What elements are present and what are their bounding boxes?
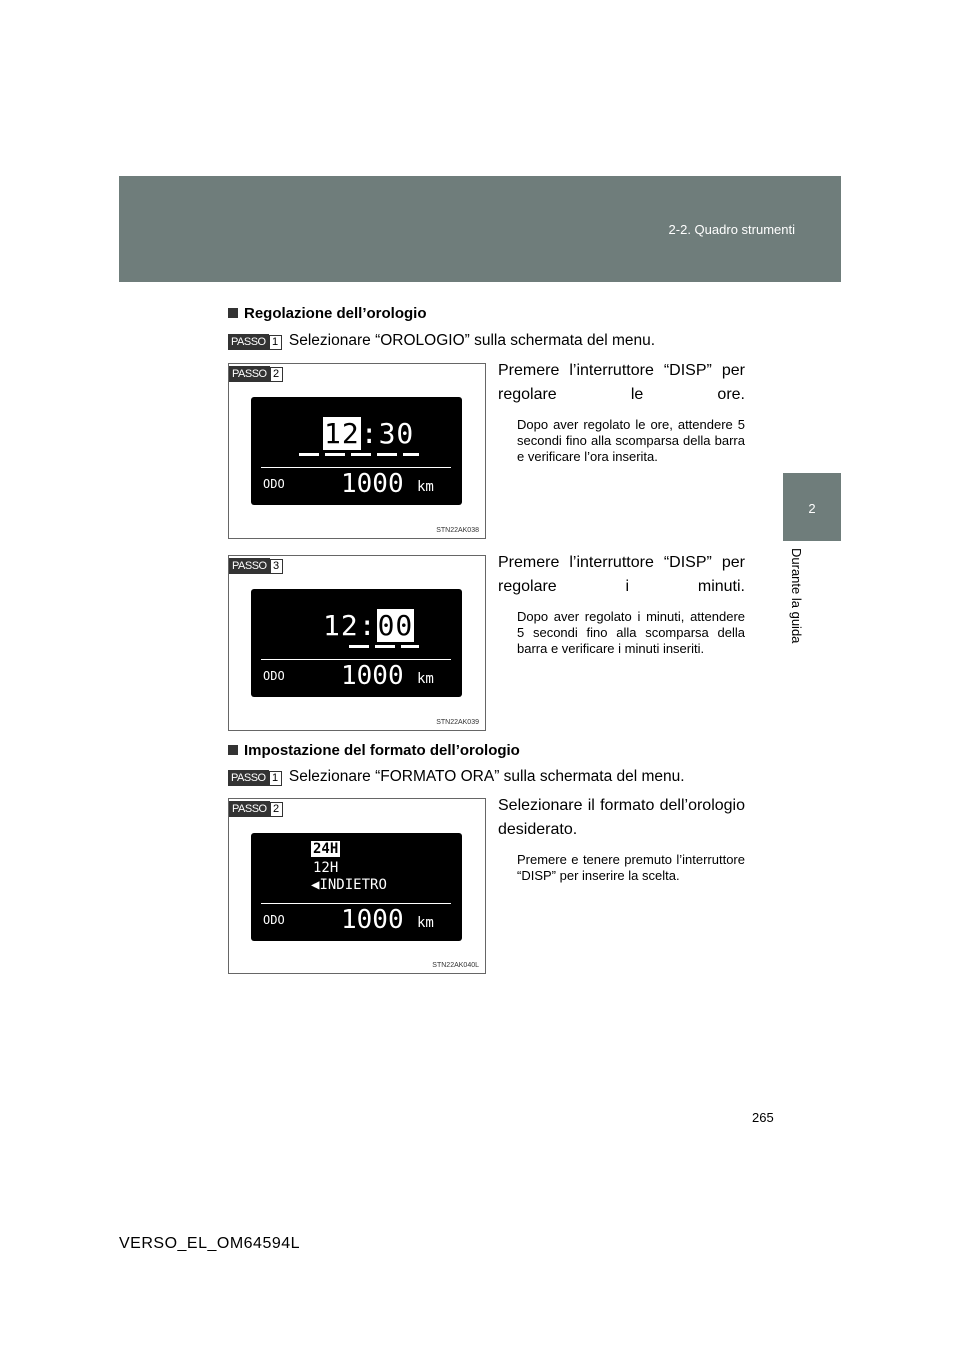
display-screen [251, 833, 462, 941]
minutes-value: 30 [378, 417, 415, 450]
document-code: VERSO_EL_OM64594L [119, 1235, 301, 1252]
section-title: 2-2. Quadro strumenti [668, 222, 795, 237]
step-badge: PASSO 1 [228, 332, 282, 350]
chapter-label: Durante la guida [789, 548, 804, 644]
divider-line [261, 467, 451, 468]
odo-value: 1000 [341, 469, 404, 499]
back-arrow-icon: ◀ [311, 877, 320, 893]
square-bullet-icon [228, 745, 238, 755]
minutes-value: 00 [377, 609, 414, 642]
progress-dashes [299, 453, 419, 456]
hours-value: 12 [323, 609, 359, 642]
step-badge: PASSO 3 [229, 556, 283, 574]
header-band [119, 176, 841, 282]
divider-line [261, 659, 451, 660]
odo-value: 1000 [341, 661, 404, 691]
page-number: 265 [752, 1110, 774, 1125]
divider-line [261, 903, 451, 904]
step-badge: PASSO 2 [229, 799, 283, 817]
display-screen [251, 397, 462, 505]
odo-label: ODO [263, 477, 285, 491]
step-instruction: Selezionare il formato dell’orologio desiderato. [498, 797, 745, 838]
figure-frame [228, 363, 486, 539]
odo-unit: km [417, 671, 434, 687]
section-heading: Regolazione dell’orologio [228, 305, 427, 322]
step-instruction: Premere l’interruttore “DISP” per regolare i minuti. [498, 554, 745, 595]
chapter-tab [783, 473, 841, 541]
odo-value: 1000 [341, 905, 404, 935]
back-label: INDIETRO [319, 877, 387, 893]
step-note: Premere e tenere premuto l’interruttore “DISP” per inserire la scelta. [517, 852, 745, 883]
odo-unit: km [417, 479, 434, 495]
display-screen [251, 589, 462, 697]
step-note: Dopo aver regolato i minuti, attendere 5 secondi fino alla scomparsa della barra e verificare i minuti inseriti. [517, 609, 745, 656]
figure-code: STN22AK038 [436, 527, 479, 534]
hours-value: 12 [324, 417, 360, 450]
colon: : [358, 609, 377, 642]
figure-frame [228, 798, 486, 974]
figure-code: STN22AK040L [432, 962, 479, 969]
step-line: PASSO 1 Selezionare “OROLOGIO” sulla schermata del menu. [228, 332, 655, 350]
figure-code: STN22AK039 [436, 719, 479, 726]
step-line: PASSO 1 Selezionare “FORMATO ORA” sulla schermata del menu. [228, 768, 685, 786]
step-badge: PASSO 2 [229, 364, 283, 382]
format-option-12h: 12H [313, 860, 339, 876]
progress-dashes [349, 645, 419, 648]
step-instruction: Premere l’interruttore “DISP” per regolare le ore. [498, 362, 745, 403]
odo-label: ODO [263, 913, 285, 927]
step-badge: PASSO 1 [228, 768, 282, 786]
format-option-24h: 24H [313, 841, 339, 857]
colon: : [360, 417, 379, 450]
square-bullet-icon [228, 308, 238, 318]
odo-unit: km [417, 915, 434, 931]
step-note: Dopo aver regolato le ore, attendere 5 secondi fino alla scomparsa della barra e verificare l’ora inserita. [517, 417, 745, 464]
chapter-number: 2 [808, 501, 816, 516]
figure-frame [228, 555, 486, 731]
odo-label: ODO [263, 669, 285, 683]
section-heading: Impostazione del formato dell’orologio [228, 742, 520, 759]
